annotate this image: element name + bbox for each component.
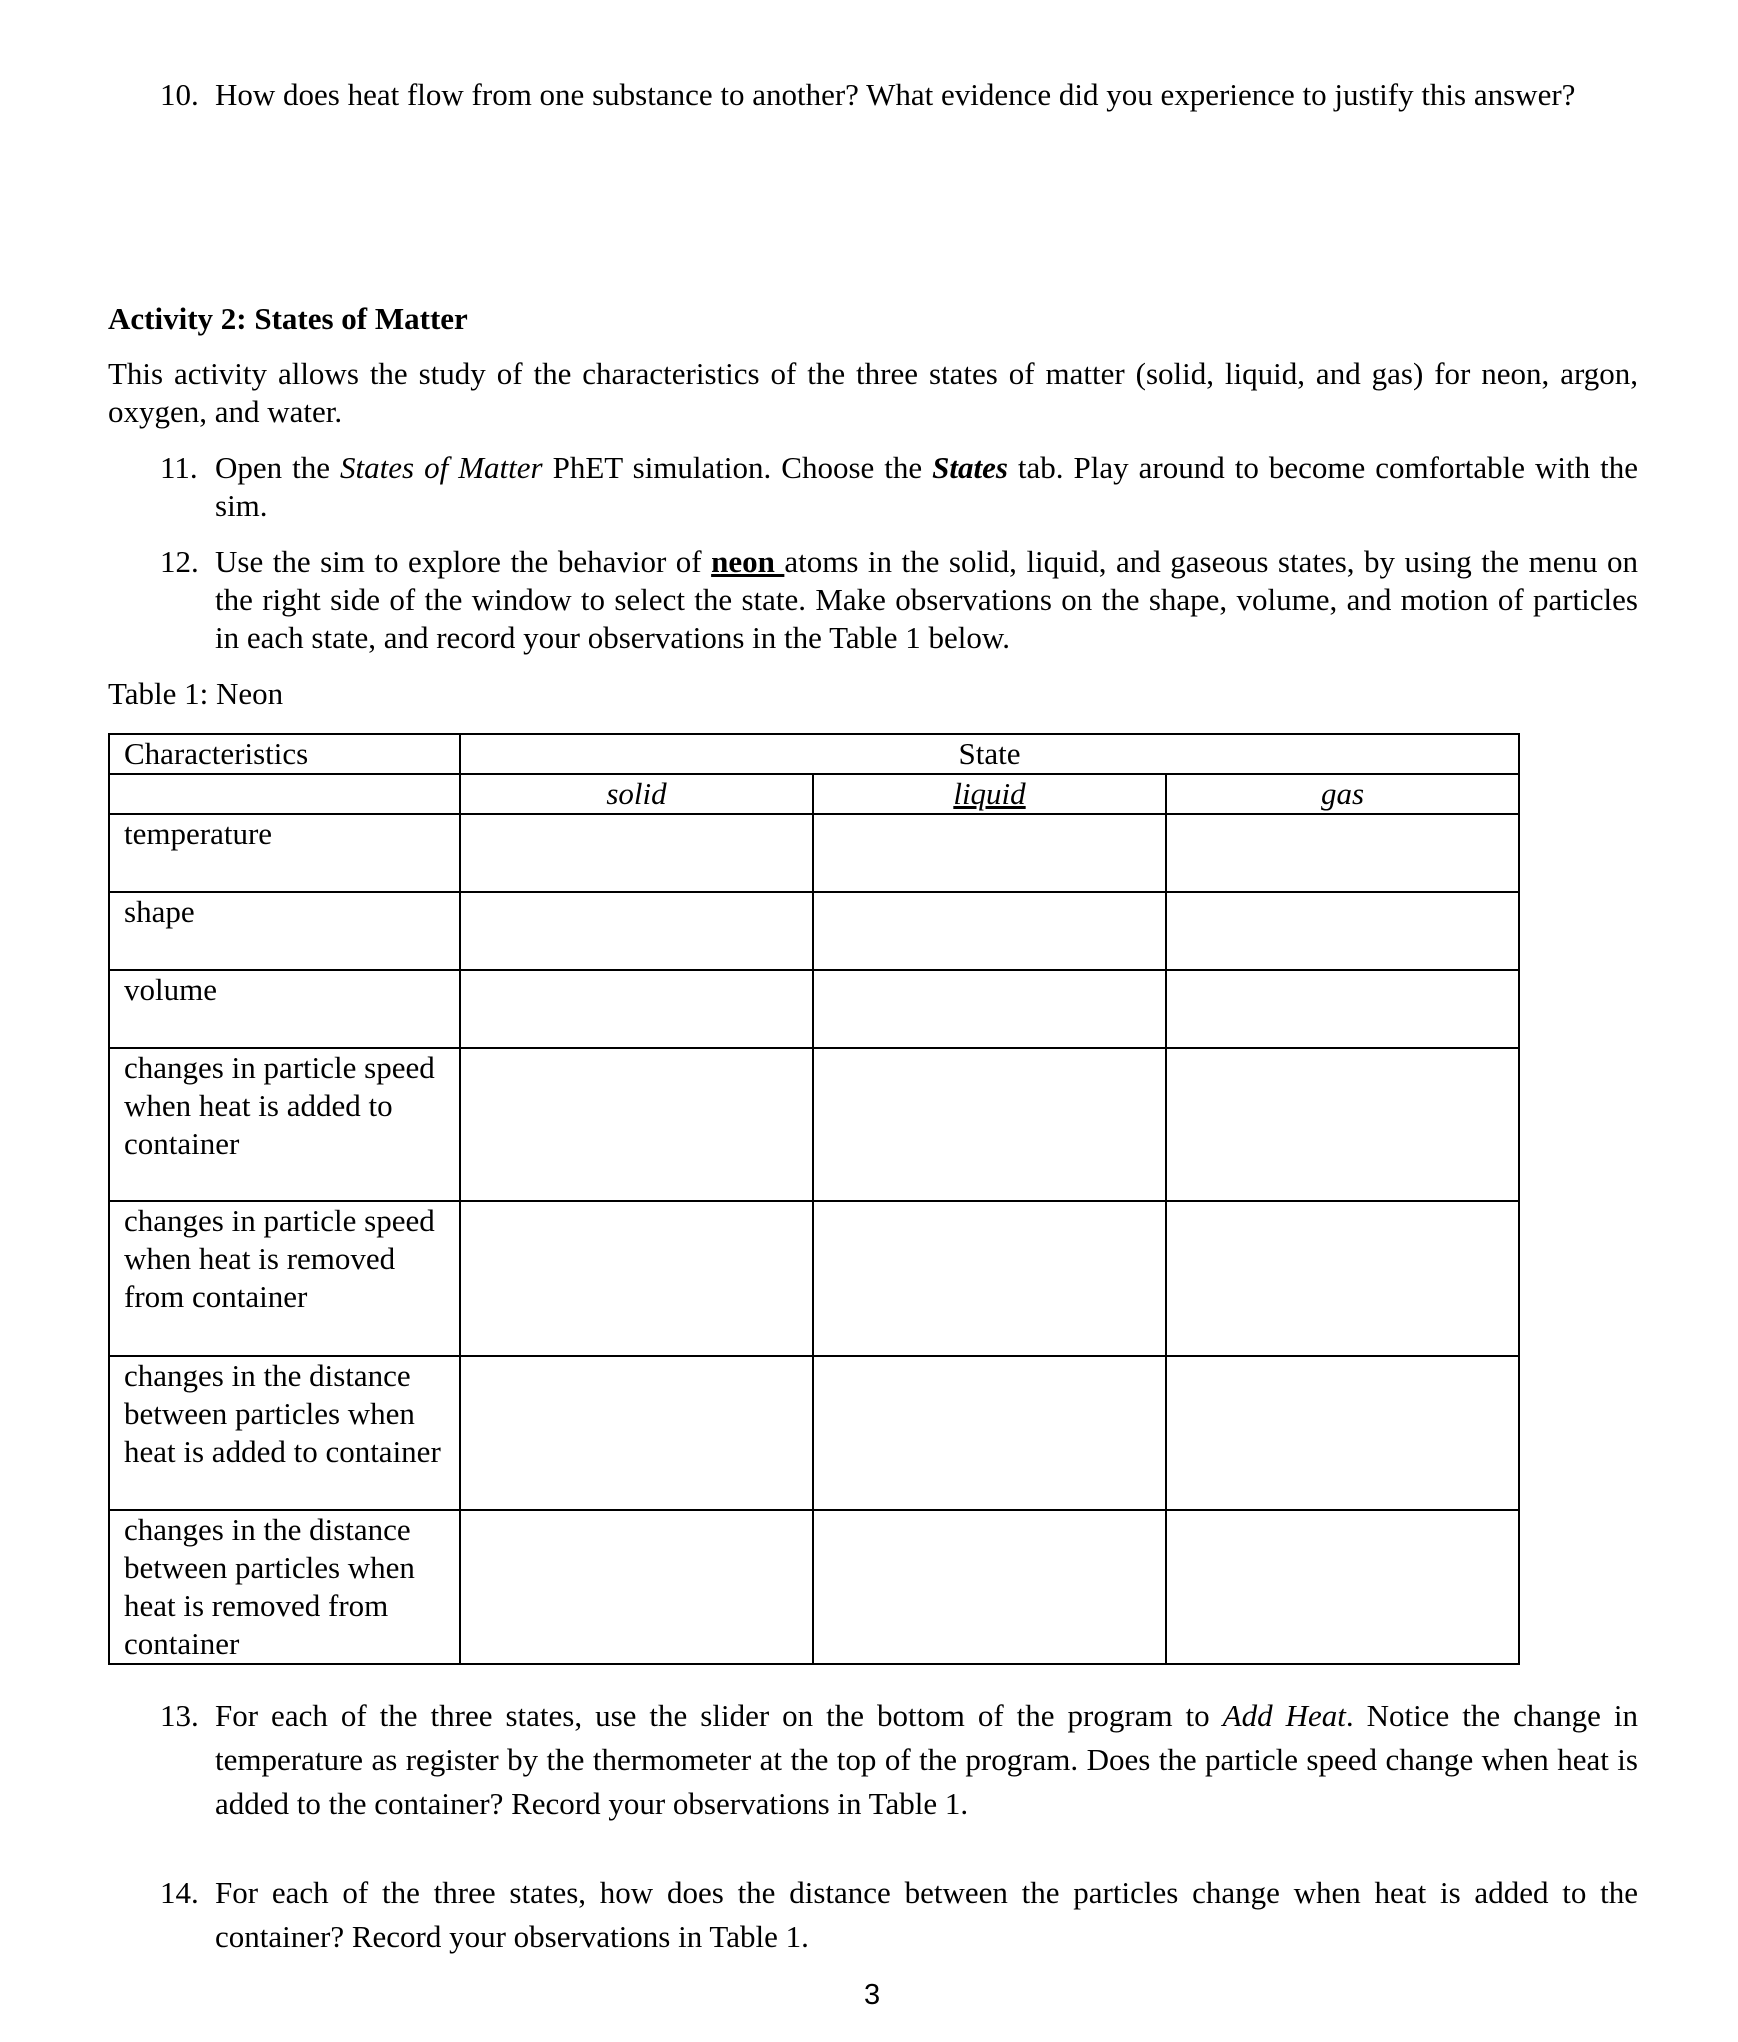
answer-cell[interactable] — [813, 1048, 1166, 1201]
row-label: temperature — [109, 814, 460, 892]
answer-cell[interactable] — [1166, 1048, 1519, 1201]
answer-cell[interactable] — [460, 892, 813, 970]
question-12 — [160, 543, 1638, 657]
answer-cell[interactable] — [1166, 1510, 1519, 1664]
question-number: 12. — [160, 544, 199, 579]
sim-name: States of Matter — [340, 450, 543, 485]
row-label: changes in the distance between particles when heat is removed from container — [109, 1510, 460, 1664]
answer-cell[interactable] — [1166, 970, 1519, 1048]
row-label: volume — [109, 970, 460, 1048]
answer-cell[interactable] — [813, 814, 1166, 892]
question-13 — [160, 1694, 1638, 1826]
row-label: changes in particle speed when heat is removed from container — [109, 1201, 460, 1356]
question-number: 14. — [160, 1875, 199, 1910]
answer-cell[interactable] — [813, 1510, 1166, 1664]
empty-cell — [109, 774, 460, 814]
answer-cell[interactable] — [460, 1048, 813, 1201]
table-row — [109, 892, 1519, 970]
state-label-solid: solid — [460, 774, 813, 814]
question-text: How does heat flow from one substance to another? What evidence did you experience to justify this answer? — [215, 77, 1576, 112]
answer-cell[interactable] — [1166, 892, 1519, 970]
answer-cell[interactable] — [460, 970, 813, 1048]
answer-cell[interactable] — [1166, 1201, 1519, 1356]
table-row — [109, 1201, 1519, 1356]
page-number: 3 — [864, 1979, 881, 2011]
question-text: Use the sim to explore the behavior of neon atoms in the solid, liquid, and gaseous states, by using the menu on the right side of the window to select the state. Make observations on the shape, volume, and motion of particles in each state, and record your observations in the Table 1 below. — [215, 544, 1638, 655]
activity-intro: This activity allows the study of the characteristics of the three states of matter (solid, liquid, and gas) for neon, argon, oxygen, and water. — [108, 356, 1638, 429]
answer-cell[interactable] — [813, 1356, 1166, 1510]
question-number: 10. — [160, 77, 199, 112]
question-text: For each of the three states, use the slider on the bottom of the program to Add Heat. Notice the change in temperature as register by the thermometer at the top of the program. Does the particle speed change when heat is added to the container? Record your observations in Table 1. — [215, 1698, 1639, 1821]
answer-cell[interactable] — [813, 970, 1166, 1048]
question-number: 13. — [160, 1698, 199, 1733]
row-label: shape — [109, 892, 460, 970]
table-row — [109, 1356, 1519, 1510]
answer-cell[interactable] — [460, 814, 813, 892]
table-row — [109, 970, 1519, 1048]
answer-cell[interactable] — [460, 1356, 813, 1510]
row-label: changes in the distance between particles when heat is added to container — [109, 1356, 460, 1510]
answer-cell[interactable] — [813, 1201, 1166, 1356]
observation-table — [108, 733, 1520, 1665]
state-label-gas: gas — [1166, 774, 1519, 814]
table-caption: Table 1: Neon — [108, 676, 284, 711]
row-label: changes in particle speed when heat is added to container — [109, 1048, 460, 1201]
question-text: For each of the three states, how does the distance between the particles change when heat is added to the container? Record your observations in Table 1. — [215, 1875, 1638, 1954]
table-row — [109, 1510, 1519, 1664]
question-10 — [160, 76, 1660, 114]
answer-cell[interactable] — [460, 1201, 813, 1356]
question-11 — [160, 449, 1638, 525]
state-label-liquid: liquid — [813, 774, 1166, 814]
answer-cell[interactable] — [1166, 814, 1519, 892]
header-characteristics: Characteristics — [109, 734, 460, 774]
header-state: State — [460, 734, 1519, 774]
question-number: 11. — [160, 450, 198, 485]
answer-cell[interactable] — [460, 1510, 813, 1664]
activity-heading: Activity 2: States of Matter — [108, 301, 468, 336]
table-row — [109, 1048, 1519, 1201]
table-header-row — [109, 734, 1519, 774]
table-row — [109, 814, 1519, 892]
state-labels-row — [109, 774, 1519, 814]
action-name: Add Heat — [1222, 1698, 1346, 1733]
question-text: Open the States of Matter PhET simulation. Choose the States tab. Play around to become comfortable with the sim. — [215, 450, 1638, 523]
tab-name: States — [932, 450, 1008, 485]
question-14 — [160, 1871, 1638, 1959]
answer-cell[interactable] — [813, 892, 1166, 970]
substance-name: neon — [711, 544, 785, 579]
answer-cell[interactable] — [1166, 1356, 1519, 1510]
